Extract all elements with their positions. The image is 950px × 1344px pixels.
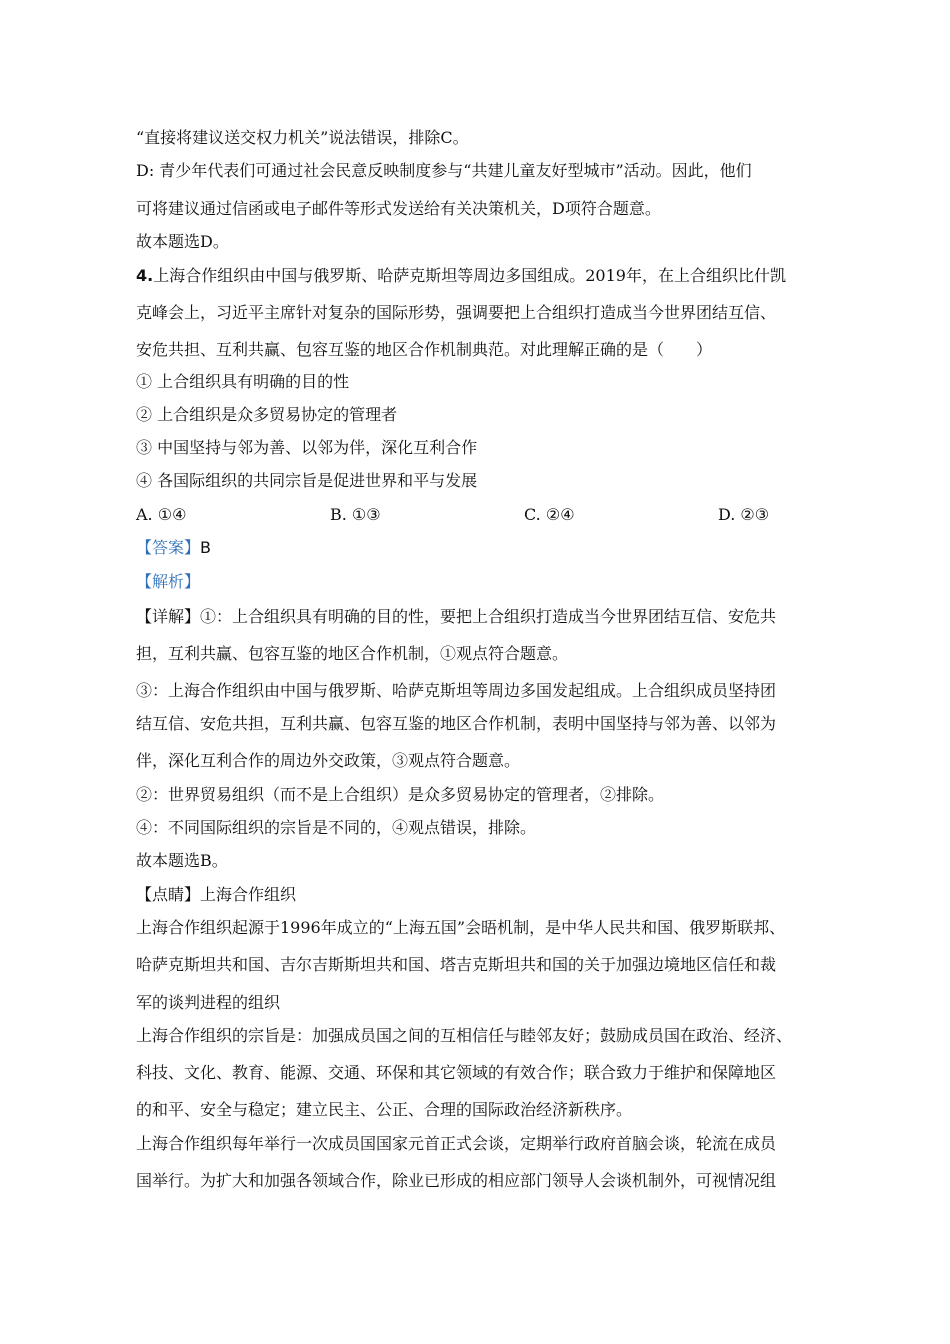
analysis-line: ③：上海合作组织由中国与俄罗斯、哈萨克斯坦等周边多国发起组成。上合组织成员坚持团: [136, 681, 777, 700]
point-line: 的和平、安全与稳定；建立民主、公正、合理的国际政治经济新秩序。: [136, 1100, 633, 1119]
question-stem-line: 安危共担、互利共赢、包容互鉴的地区合作机制典范。对此理解正确的是（ ）: [136, 340, 713, 359]
point-line: 上海合作组织起源于1996年成立的“上海五国”会晤机制，是中华人民共和国、俄罗斯联邦、: [136, 918, 786, 937]
point-heading: [136, 884, 296, 906]
answer-line: [136, 537, 211, 559]
option-a: A. ①④: [136, 505, 187, 524]
option-b: B. ①③: [330, 505, 381, 524]
question-item: ② 上合组织是众多贸易协定的管理者: [136, 405, 398, 424]
question-item: ③ 中国坚持与邻为善、以邻为伴，深化互利合作: [136, 438, 478, 457]
prev-conclusion: 故本题选D。: [136, 232, 229, 251]
point-line: 哈萨克斯坦共和国、吉尔吉斯斯坦共和国、塔吉克斯坦共和国的关于加强边境地区信任和裁: [136, 955, 777, 974]
point-line: 上海合作组织每年举行一次成员国国家元首正式会谈，定期举行政府首脑会谈，轮流在成员: [136, 1134, 777, 1153]
option-c: C. ②④: [524, 505, 575, 524]
analysis-line: [136, 606, 776, 628]
answer-value: B: [200, 538, 211, 557]
analysis-conclusion: 故本题选B。: [136, 851, 228, 870]
analysis-line: 结互信、安危共担，互利共赢、包容互鉴的地区合作机制，表明中国坚持与邻为善、以邻为: [136, 714, 777, 733]
prev-explanation-line: “直接将建议送交权力机关”说法错误，排除C。: [136, 128, 469, 147]
analysis-text: ①：上合组织具有明确的目的性，要把上合组织打造成当今世界团结互信、安危共: [200, 607, 777, 626]
analysis-line: ②：世界贸易组织（而不是上合组织）是众多贸易协定的管理者，②排除。: [136, 785, 665, 804]
question-number: 4.: [136, 266, 154, 285]
question-stem-line: 克峰会上，习近平主席针对复杂的国际形势，强调要把上合组织打造成当今世界团结互信、: [136, 303, 777, 322]
analysis-tag: 【解析】: [136, 572, 201, 591]
question-stem-line: [136, 265, 786, 287]
analysis-heading: [136, 571, 200, 593]
point-line: 国举行。为扩大和加强各领域合作，除业已形成的相应部门领导人会谈机制外，可视情况组: [136, 1171, 777, 1190]
analysis-line: 伴，深化互利合作的周边外交政策，③观点符合题意。: [136, 751, 521, 770]
answer-tag: 【答案】: [136, 538, 201, 557]
question-item: ① 上合组织具有明确的目的性: [136, 372, 350, 391]
question-stem-text: 上海合作组织由中国与俄罗斯、哈萨克斯坦等周边多国组成。2019年，在上合组织比什凯: [153, 266, 786, 285]
analysis-line: 担，互利共赢、包容互鉴的地区合作机制，①观点符合题意。: [136, 644, 569, 663]
point-line: 上海合作组织的宗旨是：加强成员国之间的互相信任与睦邻友好；鼓励成员国在政治、经济、: [136, 1026, 793, 1045]
option-d: D. ②③: [718, 505, 770, 524]
detail-tag: 【详解】: [136, 607, 201, 626]
point-tag: 【点睛】: [136, 885, 201, 904]
point-line: 科技、文化、教育、能源、交通、环保和其它领域的有效合作；联合致力于维护和保障地区: [136, 1063, 777, 1082]
prev-explanation-line: 可将建议通过信函或电子邮件等形式发送给有关决策机关，D项符合题意。: [136, 199, 661, 218]
point-title: 上海合作组织: [200, 885, 297, 904]
question-item: ④ 各国际组织的共同宗旨是促进世界和平与发展: [136, 471, 478, 490]
analysis-line: ④：不同国际组织的宗旨是不同的，④观点错误，排除。: [136, 818, 537, 837]
point-line: 军的谈判进程的组织: [136, 993, 281, 1012]
prev-explanation-line: D: 青少年代表们可通过社会民意反映制度参与“共建儿童友好型城市”活动。因此，他们: [136, 161, 752, 180]
